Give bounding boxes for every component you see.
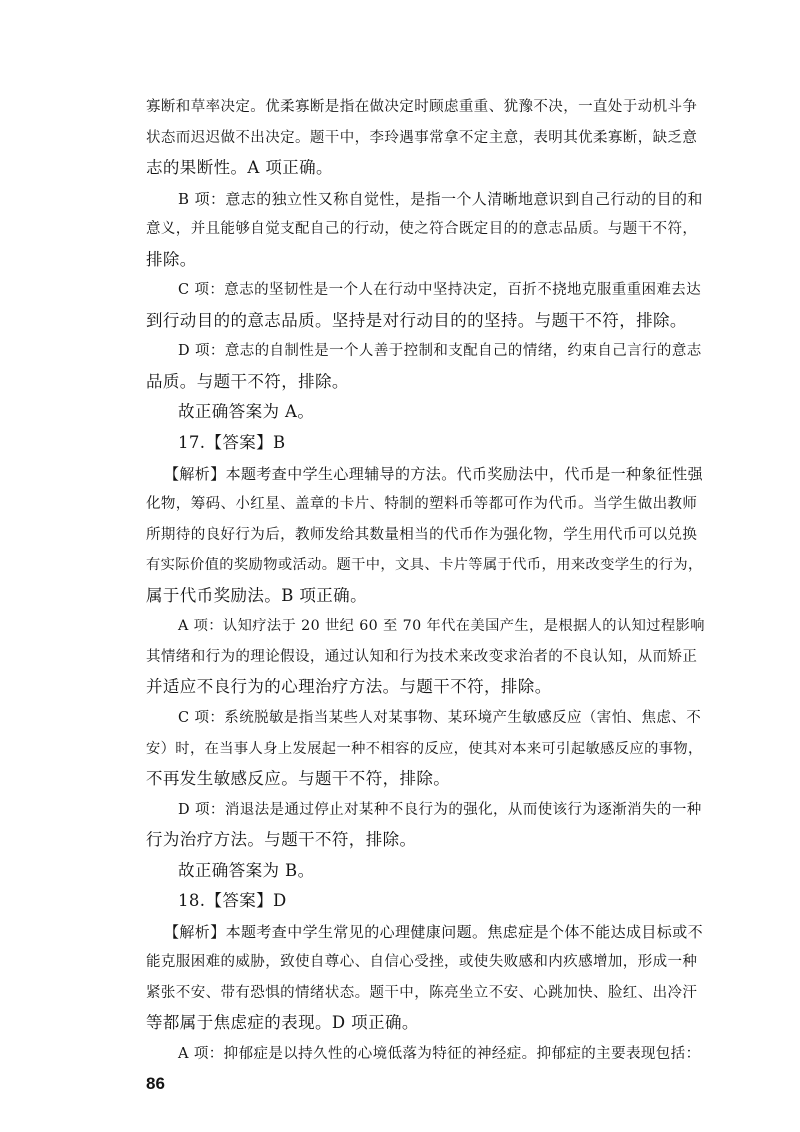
text-line: 寡断和草率决定。优柔寡断是指在做决定时顾虑重重、犹豫不决，一直处于动机斗争 — [146, 99, 698, 115]
text-line: 有实际价值的奖励物或活动。题干中，文具、卡片等属于代币，用来改变学生的行为， — [146, 557, 703, 573]
text-line: D 项：消退法是通过停止对某种不良行为的强化，从而使该行为逐渐消失的一种 — [178, 802, 702, 818]
text-line: 能克服困难的威胁，致使自尊心、自信心受挫，或使失败感和内疚感增加，形成一种 — [146, 954, 698, 970]
text-line: 紧张不安、带有恐惧的情绪状态。题干中，陈亮坐立不安、心跳加快、脸红、出冷汗 — [146, 985, 698, 1001]
text-line: 故正确答案为 B。 — [178, 861, 315, 880]
text-line: 所期待的良好行为后，教师发给其数量相当的代币作为强化物，学生用代币可以兑换 — [146, 527, 698, 543]
text-line: 到行动目的的意志品质。坚持是对行动目的的坚持。与题干不符，排除。 — [146, 311, 687, 330]
text-line: 状态而迟迟做不出决定。题干中，李玲遇事常拿不定主意，表明其优柔寡断，缺乏意 — [146, 130, 698, 146]
text-line: 故正确答案为 A。 — [178, 402, 315, 421]
text-line: C 项：系统脱敏是指当某些人对某事物、某环境产生敏感反应（害怕、焦虑、不 — [178, 710, 702, 726]
text-line: A 项：抑郁症是以持久性的心境低落为特征的神经症。抑郁症的主要表现包括： — [178, 1046, 701, 1062]
text-line: 行为治疗方法。与题干不符，排除。 — [146, 830, 417, 849]
text-line: 化物，筹码、小红星、盖章的卡片、特制的塑料币等都可作为代币。当学生做出教师 — [146, 496, 698, 512]
text-line: C 项：意志的坚韧性是一个人在行动中坚持决定，百折不挠地克服重重困难去达 — [178, 282, 702, 298]
text-line: 等都属于焦虑症的表现。D 项正确。 — [146, 1013, 419, 1032]
text-line: 意义，并且能够自觉支配自己的行动，使之符合既定目的的意志品质。与题干不符， — [146, 221, 698, 237]
text-line: 品质。与题干不符，排除。 — [146, 372, 349, 391]
text-line: B 项：意志的独立性又称自觉性，是指一个人清晰地意识到自己行动的目的和 — [178, 190, 703, 208]
text-line: 安）时，在当事人身上发展起一种不相容的反应，使其对本来可引起敏感反应的事物， — [146, 741, 703, 757]
text-line: 其情绪和行为的理论假设，通过认知和行为技术来改变求治者的不良认知，从而矫正 — [146, 649, 698, 665]
page-number: 86 — [146, 1074, 165, 1093]
text-line: 并适应不良行为的心理治疗方法。与题干不符，排除。 — [146, 677, 552, 696]
answer-heading: 18.【答案】D — [178, 891, 287, 910]
text-line: 排除。 — [146, 250, 197, 269]
text-line: 【解析】本题考查中学生心理辅导的方法。代币奖励法中，代币是一种象征性强 — [164, 465, 704, 483]
text-line: 志的果断性。A 项正确。 — [146, 158, 333, 177]
text-line: 不再发生敏感反应。与题干不符，排除。 — [146, 769, 451, 788]
text-line: 【解析】本题考查中学生常见的心理健康问题。焦虑症是个体不能达成目标或不 — [164, 923, 704, 941]
text-line: 属于代币奖励法。B 项正确。 — [146, 586, 367, 605]
text-line: D 项：意志的自制性是一个人善于控制和支配自己的情绪，约束自己言行的意志 — [178, 343, 702, 359]
text-line: A 项：认知疗法于 20 世纪 60 至 70 年代在美国产生，是根据人的认知过程影响 — [178, 618, 705, 634]
answer-heading: 17.【答案】B — [178, 433, 286, 452]
